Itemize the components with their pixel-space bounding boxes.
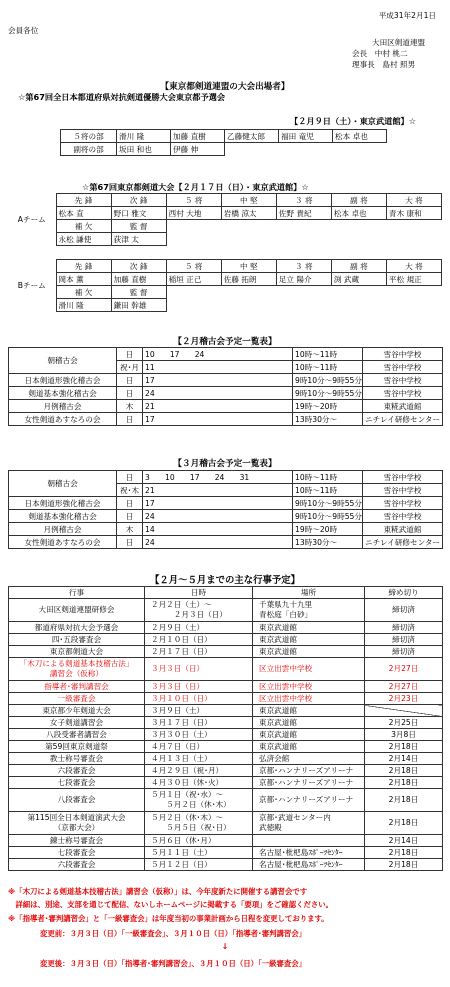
table-cell: ４月３０日（休･火） xyxy=(145,777,253,789)
table-cell: 2月27日 xyxy=(365,681,443,693)
table-cell: 雪谷中学校 xyxy=(363,374,443,387)
table-cell: 2月18日 xyxy=(365,812,443,835)
table-cell: ５月１日（祝･水）〜 ５月２日（休･木） xyxy=(145,789,253,812)
table-cell: 京都･武道センター内 武徳殿 xyxy=(253,812,365,835)
recipient: 会員各位 xyxy=(8,26,39,35)
note-3: ※「指導者･審判講習会」と「一級審査会」は年度当初の事業計画から日程を変更しております。 xyxy=(8,914,329,923)
table-cell: 9時10分〜9時55分 xyxy=(293,387,363,400)
table-cell: 八段審査会 xyxy=(9,789,145,812)
table-cell: 東京武道館 xyxy=(253,646,365,658)
table-cell: 女性剣道あすなろの会 xyxy=(9,536,117,549)
table-cell: 東京武道館 xyxy=(253,741,365,753)
table-row xyxy=(9,471,443,484)
table-cell: 六段審査会 xyxy=(9,859,145,871)
table-row xyxy=(9,681,443,693)
table-cell: 女子剣道講習会 xyxy=(9,717,145,729)
table-cell: 永松 謙使 xyxy=(56,233,111,246)
table-cell: 13時30分〜 xyxy=(293,413,363,426)
table-row xyxy=(9,812,443,835)
table-cell: 2月25日 xyxy=(365,717,443,729)
table-cell: 21 xyxy=(143,484,293,497)
table-cell: 足立 陽介 xyxy=(276,273,331,286)
s1-title: ☆第67回全日本都道府県対抗剣道優勝大会東京都予選会 xyxy=(18,92,226,102)
table-row xyxy=(8,286,442,299)
table-cell: ４月１３日（土） xyxy=(145,753,253,765)
pos-header: 先 鋒 xyxy=(56,194,111,207)
table-cell: 滑川 隆 xyxy=(117,130,171,143)
table-cell: 東京都少年剣道大会 xyxy=(9,705,145,717)
table-row xyxy=(8,273,442,286)
table-cell: 指導者･審判講習会 xyxy=(9,681,145,693)
table-row xyxy=(9,658,443,681)
table-cell xyxy=(365,705,443,717)
table-cell: 9時10分〜9時55分 xyxy=(293,510,363,523)
table-cell: 10時〜11時 xyxy=(293,361,363,374)
table-row xyxy=(8,207,442,220)
table-cell: 鎌田 幹雄 xyxy=(111,299,166,312)
table-cell: 3 10 17 24 31 xyxy=(143,471,293,484)
table-cell: 七段審査会 xyxy=(9,847,145,859)
table-cell: 東京武道館 xyxy=(253,717,365,729)
table-cell: 監 督 xyxy=(111,286,166,299)
table-cell: 区立出雲中学校 xyxy=(253,681,365,693)
table-cell: ２月２日（土）〜 ２月３日（日） xyxy=(145,599,253,622)
table-cell: ２月１０日（日） xyxy=(145,634,253,646)
table-cell: 朝稽古会 xyxy=(9,471,117,497)
table-cell: 坂田 和也 xyxy=(117,143,171,156)
table-cell: 荻津 太 xyxy=(111,233,166,246)
table-cell: ３月１０日（日） xyxy=(145,693,253,705)
table-row xyxy=(9,717,443,729)
signatory-chair: 会長 中村 桃二 xyxy=(352,49,408,58)
col-header: 場所 xyxy=(253,587,365,599)
table-cell: 佐藤 拓朗 xyxy=(221,273,276,286)
pos-header: 大 将 xyxy=(386,194,441,207)
table-cell: 日 xyxy=(117,497,143,510)
table-row xyxy=(9,622,443,634)
table-cell: 月例稽古会 xyxy=(9,400,117,413)
pos-header: 副 将 xyxy=(331,260,386,273)
table-cell: 9時10分〜9時55分 xyxy=(293,374,363,387)
table-cell xyxy=(253,835,365,847)
table-cell: ３月３０日（土） xyxy=(145,729,253,741)
pos-header: ５ 将 xyxy=(166,260,221,273)
table-row xyxy=(9,646,443,658)
table-row xyxy=(8,299,442,312)
table-cell: 雪谷中学校 xyxy=(363,510,443,523)
table-cell: 雪谷中学校 xyxy=(363,348,443,361)
table-cell: 2月18日 xyxy=(365,859,443,871)
table-cell: 女性剣道あすなろの会 xyxy=(9,413,117,426)
table-cell: 稲垣 正己 xyxy=(166,273,221,286)
table-cell: 2月18日 xyxy=(365,741,443,753)
table-row xyxy=(8,194,442,207)
team-a-table xyxy=(8,193,442,246)
table-cell: 東京武道館 xyxy=(253,705,365,717)
table-cell: 松本 卓也 xyxy=(333,130,387,143)
table-cell: ５将の部 xyxy=(61,130,117,143)
table-cell: 10時〜11時 xyxy=(293,484,363,497)
table-cell: 日本剣道形強化稽古会 xyxy=(9,374,117,387)
table-cell: 八段受審者講習会 xyxy=(9,729,145,741)
table-cell: 剣道基本強化稽古会 xyxy=(9,510,117,523)
table-cell: ３月１７日（日） xyxy=(145,717,253,729)
change-arrow: ↓ xyxy=(221,942,229,951)
table-cell: 東京武道館 xyxy=(253,622,365,634)
table-cell: 西村 大地 xyxy=(166,207,221,220)
table-cell: 渕 武蔵 xyxy=(331,273,386,286)
table-cell: 17 xyxy=(143,497,293,510)
table-cell: 17 xyxy=(143,413,293,426)
table-cell: 2月23日 xyxy=(365,693,443,705)
table-cell: ５月１２日（日） xyxy=(145,859,253,871)
note-2: 詳細は、別途、支部を通じて配信、ないしホームページに掲載する「要項」をご確認ください。 xyxy=(8,900,334,909)
table-row xyxy=(9,599,443,622)
table-row xyxy=(9,374,443,387)
table-cell: 24 xyxy=(143,510,293,523)
pos-header: 次 鋒 xyxy=(111,260,166,273)
note-1: ※「木刀による剣道基本技稽古法」講習会（仮称）」は、今年度新たに開催する講習会です xyxy=(8,887,308,896)
table-cell: 東京武道館 xyxy=(253,634,365,646)
table-cell: 京都･ハンナリーズアリーナ xyxy=(253,765,365,777)
org-name: 大田区剣道連盟 xyxy=(372,38,426,47)
table-cell: 補 欠 xyxy=(56,220,111,233)
mar-table xyxy=(8,470,443,549)
table-cell: 区立出雲中学校 xyxy=(253,693,365,705)
team-a-label: Aチーム xyxy=(17,215,46,224)
table-cell: 東京武道館 xyxy=(253,729,365,741)
pos-header: 先 鋒 xyxy=(56,260,111,273)
mar-title: 【３月稽古会予定一覧表】 xyxy=(173,459,277,469)
table-cell: 10時〜11時 xyxy=(293,471,363,484)
feb-title: 【２月稽古会予定一覧表】 xyxy=(173,337,277,347)
table-cell: 都道府県対抗大会予選会 xyxy=(9,622,145,634)
table-cell: 朝稽古会 xyxy=(9,348,117,374)
table-cell: 2月18日 xyxy=(365,777,443,789)
pos-header: 副 将 xyxy=(331,194,386,207)
table-cell: ５月６日（休･月） xyxy=(145,835,253,847)
table-cell: 19時〜20時 xyxy=(293,523,363,536)
table-cell: 一級審査会 xyxy=(9,693,145,705)
table-cell: ４月２９日（祝･月） xyxy=(145,765,253,777)
table-cell: 佐野 貴紀 xyxy=(276,207,331,220)
table-cell: 東京都剣道大会 xyxy=(9,646,145,658)
table-cell: 東糀武道館 xyxy=(363,523,443,536)
table-cell: 京都･ハンナリーズアリーナ xyxy=(253,777,365,789)
table-cell: 監 督 xyxy=(111,220,166,233)
table-cell: 加藤 直樹 xyxy=(111,273,166,286)
table-cell: 松本 卓也 xyxy=(331,207,386,220)
table-row xyxy=(8,233,442,246)
table-cell: 加藤 直樹 xyxy=(171,130,225,143)
pos-header: ３ 将 xyxy=(276,194,331,207)
table-cell: 21 xyxy=(143,400,293,413)
table-cell: 10 17 24 xyxy=(143,348,293,361)
table-cell: 雪谷中学校 xyxy=(363,497,443,510)
table-cell: 第115回全日本剣道演武大会 （京都大会） xyxy=(9,812,145,835)
table-row xyxy=(9,400,443,413)
table-cell: 17 xyxy=(143,374,293,387)
pos-header: ５ 将 xyxy=(166,194,221,207)
table-cell: 「木刀による剣道基本技稽古法」 講習会（仮称） xyxy=(9,658,145,681)
table-cell: ２月９日（土） xyxy=(145,622,253,634)
pos-header: ３ 将 xyxy=(276,260,331,273)
table-cell: 伊藤 伸 xyxy=(171,143,225,156)
table-row xyxy=(9,387,443,400)
table-cell: 四･五段審査会 xyxy=(9,634,145,646)
table-cell: 大田区剣道連盟研修会 xyxy=(9,599,145,622)
table-cell: 祝･木 xyxy=(117,484,143,497)
table-cell: 錬士称号審査会 xyxy=(9,835,145,847)
team-b-label: Bチーム xyxy=(17,281,46,290)
table-cell: ３月９日（土） xyxy=(145,705,253,717)
table-cell: 木 xyxy=(117,523,143,536)
pos-header: 大 将 xyxy=(386,260,441,273)
table-row xyxy=(8,260,442,273)
table-cell: 日 xyxy=(117,536,143,549)
table-row xyxy=(9,753,443,765)
table-row xyxy=(9,741,443,753)
sched-title: 【２月〜５月までの主な行事予定】 xyxy=(149,575,300,586)
table-cell: 2月18日 xyxy=(365,789,443,812)
s1-table xyxy=(60,129,387,156)
table-cell: 区立出雲中学校 xyxy=(253,658,365,681)
table-row xyxy=(9,413,443,426)
table-cell: 平松 規正 xyxy=(386,273,441,286)
table-cell: 雪谷中学校 xyxy=(363,484,443,497)
table-cell: 10時〜11時 xyxy=(293,348,363,361)
change-after: 変更後：３月３日（日）「指導者･審判講習会」、３月１０日（日）「一級審査会」 xyxy=(40,959,307,968)
table-cell: ２月１７日（日） xyxy=(145,646,253,658)
table-cell: 第59回東京剣道祭 xyxy=(9,741,145,753)
table-cell: 野口 雅文 xyxy=(111,207,166,220)
table-cell: 日 xyxy=(117,374,143,387)
table-row xyxy=(9,765,443,777)
table-row xyxy=(9,847,443,859)
table-cell: 名古屋･枇杷島ｽﾎﾟｰﾂｾﾝﾀｰ xyxy=(253,859,365,871)
table-cell: 13時30分〜 xyxy=(293,536,363,549)
s2-title: ☆第67回東京都剣道大会【２月１７日（日）・東京武道館】☆ xyxy=(82,182,309,192)
table-row xyxy=(9,510,443,523)
table-cell: ５月１１日（土） xyxy=(145,847,253,859)
table-cell: 名古屋･枇杷島ｽﾎﾟｰﾂｾﾝﾀｰ xyxy=(253,847,365,859)
table-cell: 青木 康和 xyxy=(386,207,441,220)
table-cell: 2月27日 xyxy=(365,658,443,681)
table-cell: 雪谷中学校 xyxy=(363,387,443,400)
table-row xyxy=(9,777,443,789)
table-cell: 日 xyxy=(117,510,143,523)
table-row xyxy=(61,130,387,143)
table-cell: 締切済 xyxy=(365,634,443,646)
table-row xyxy=(8,220,442,233)
table-row xyxy=(9,634,443,646)
table-row xyxy=(9,729,443,741)
main-title: 【東京都剣道連盟の大会出場者】 xyxy=(160,82,290,92)
table-cell: 日本剣道形強化稽古会 xyxy=(9,497,117,510)
doc-date: 平成31年2月1日 xyxy=(378,11,436,20)
table-cell: 11 xyxy=(143,361,293,374)
table-cell: ニチレイ研修センター xyxy=(363,413,443,426)
team-b-table xyxy=(8,259,442,312)
table-cell: 24 xyxy=(143,536,293,549)
table-row xyxy=(9,693,443,705)
table-row xyxy=(9,859,443,871)
table-cell: ３月３日（日） xyxy=(145,681,253,693)
change-before: 変更前：３月３日（日）「一級審査会」、３月１０日（日）「指導者･審判講習会」 xyxy=(40,929,307,938)
col-header: 行事 xyxy=(9,587,145,599)
col-header: 締め切り xyxy=(365,587,443,599)
table-row xyxy=(9,497,443,510)
table-cell: 2月14日 xyxy=(365,753,443,765)
table-cell: 日 xyxy=(117,413,143,426)
table-row xyxy=(61,143,387,156)
table-cell: ３月３日（日） xyxy=(145,658,253,681)
table-cell: 締切済 xyxy=(365,646,443,658)
table-cell: 松本 直 xyxy=(56,207,111,220)
table-cell: 祝･月 xyxy=(117,361,143,374)
table-cell: 14 xyxy=(143,523,293,536)
table-cell: 日 xyxy=(117,348,143,361)
table-row xyxy=(9,536,443,549)
table-cell: 福田 竜児 xyxy=(279,130,333,143)
table-cell: 教士称号審査会 xyxy=(9,753,145,765)
table-cell: 副将の部 xyxy=(61,143,117,156)
table-cell: 補 欠 xyxy=(56,286,111,299)
pos-header: 中 堅 xyxy=(221,260,276,273)
table-cell: 弘済会館 xyxy=(253,753,365,765)
table-row xyxy=(9,705,443,717)
pos-header: 中 堅 xyxy=(221,194,276,207)
table-cell: 滑川 隆 xyxy=(56,299,111,312)
table-cell: 月例稽古会 xyxy=(9,523,117,536)
table-row xyxy=(9,348,443,361)
table-cell: 締切済 xyxy=(365,599,443,622)
table-cell: 岩橋 涼太 xyxy=(221,207,276,220)
table-cell: 木 xyxy=(117,400,143,413)
table-cell: 千葉県九十九里 青松庭「白砂」 xyxy=(253,599,365,622)
table-row xyxy=(9,789,443,812)
table-cell: ４月７日（日） xyxy=(145,741,253,753)
table-cell: 乙藤健太郎 xyxy=(225,130,279,143)
feb-table xyxy=(8,347,443,426)
table-cell: 剣道基本強化稽古会 xyxy=(9,387,117,400)
table-cell: ニチレイ研修センター xyxy=(363,536,443,549)
table-cell: 2月18日 xyxy=(365,847,443,859)
table-cell: 締切済 xyxy=(365,622,443,634)
table-cell: 七段審査会 xyxy=(9,777,145,789)
col-header: 日時 xyxy=(145,587,253,599)
table-cell: 日 xyxy=(117,471,143,484)
table-cell: 24 xyxy=(143,387,293,400)
table-cell: 3月8日 xyxy=(365,729,443,741)
table-cell: 岡本 薫 xyxy=(56,273,111,286)
table-cell: 京都･ハンナリーズアリーナ xyxy=(253,789,365,812)
s1-date: 【２月９日（土）・東京武道館】☆ xyxy=(290,116,417,126)
sched-table xyxy=(8,586,443,871)
pos-header: 次 鋒 xyxy=(111,194,166,207)
signatory-director: 理事長 島村 照男 xyxy=(352,60,416,69)
table-cell: 雪谷中学校 xyxy=(363,471,443,484)
table-cell: 9時10分〜9時55分 xyxy=(293,497,363,510)
table-cell: 日 xyxy=(117,387,143,400)
table-header-row xyxy=(9,587,443,599)
table-cell: 19時〜20時 xyxy=(293,400,363,413)
table-cell: 東糀武道館 xyxy=(363,400,443,413)
table-cell: 六段審査会 xyxy=(9,765,145,777)
table-row xyxy=(9,523,443,536)
table-cell: 2月14日 xyxy=(365,835,443,847)
table-cell: 2月18日 xyxy=(365,765,443,777)
table-row xyxy=(9,835,443,847)
table-cell: 雪谷中学校 xyxy=(363,361,443,374)
table-cell: ５月２日（休･木）〜 ５月５日（祝･日） xyxy=(145,812,253,835)
